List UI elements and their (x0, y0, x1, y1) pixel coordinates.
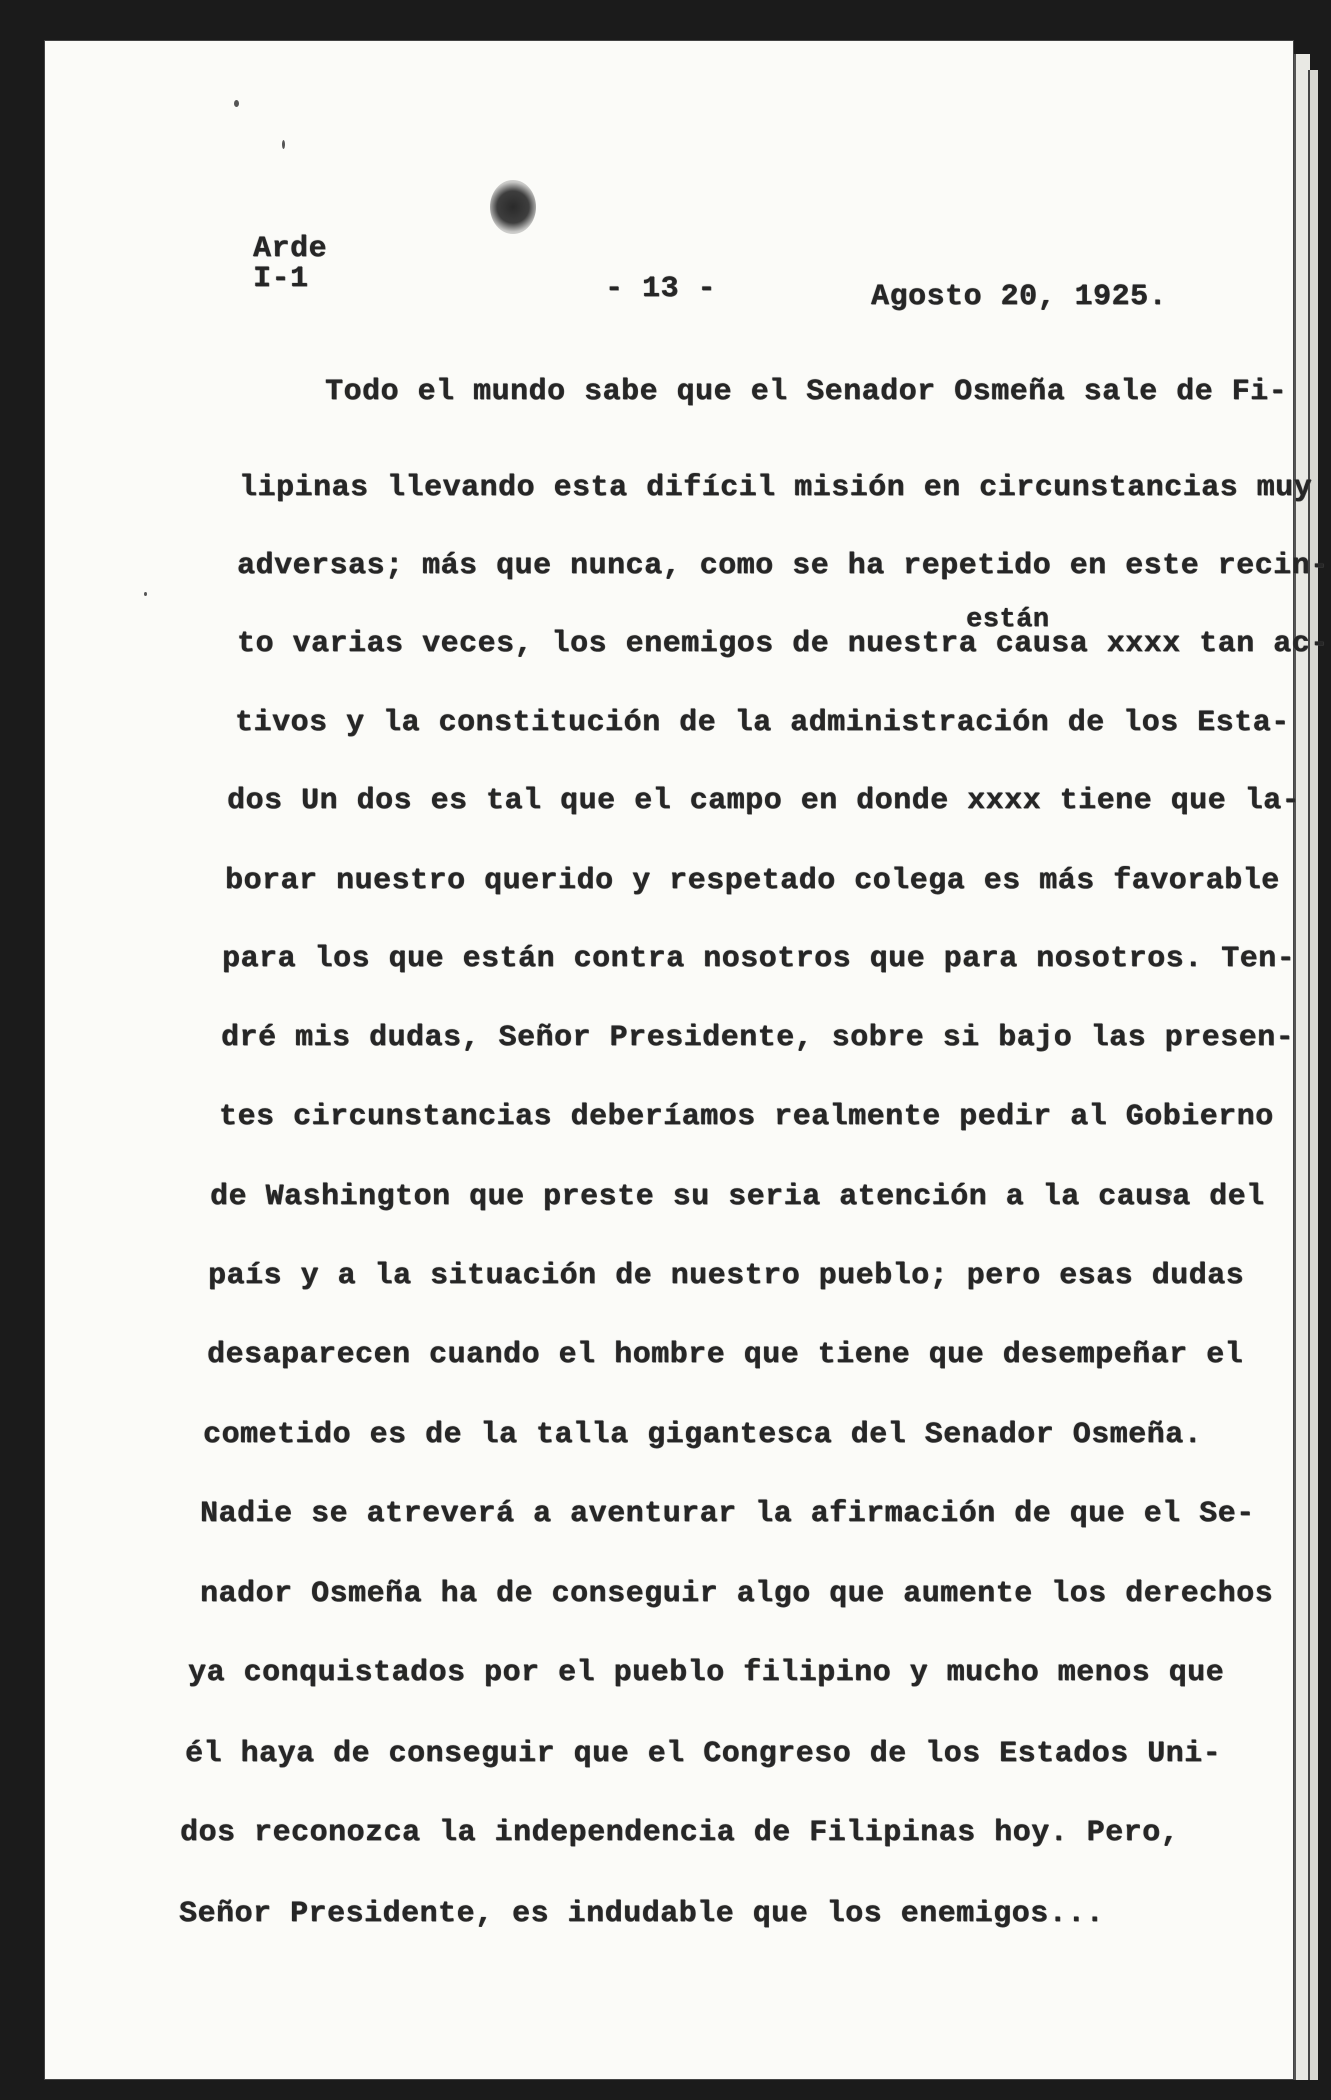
punch-hole-mark (490, 180, 536, 234)
text-line: lipinas llevando esta difícil misión en circunstancias muy (239, 471, 1313, 505)
text-line: ya conquistados por el pueblo filipino y mucho menos que (188, 1656, 1225, 1690)
ink-speck (282, 140, 285, 149)
text-line: tivos y la constitución de la administración de los Esta- (235, 706, 1290, 740)
text-line: para los que están contra nosotros que para nosotros. Ten- (222, 942, 1296, 976)
text-line: Señor Presidente, es indudable que los enemigos... (179, 1897, 1105, 1931)
page-number: - 13 - (605, 272, 717, 306)
text-line: cometido es de la talla gigantesca del Senador Osmeña. (203, 1418, 1203, 1452)
paper-sheet (44, 40, 1294, 2080)
sheet-code: I-1 (253, 262, 309, 296)
text-line: él haya de conseguir que el Congreso de los Estados Uni- (185, 1737, 1222, 1771)
header-left (253, 234, 327, 294)
paper-edge-underlying (1308, 70, 1318, 2080)
speaker-code: Arde (253, 232, 328, 266)
text-line: dos Un dos es tal que el campo en donde xxxx tiene que la- (227, 784, 1301, 818)
interlinear-insert: están (966, 605, 1050, 635)
text-line: adversas; más que nunca, como se ha repetido en este recin- (237, 549, 1329, 583)
text-line: dré mis dudas, Señor Presidente, sobre si bajo las presen- (221, 1021, 1295, 1055)
text-line: nador Osmeña ha de conseguir algo que aumente los derechos (200, 1577, 1274, 1611)
text-line: to varias veces, los enemigos de nuestra causa xxxx tan ac- (237, 627, 1329, 661)
text-line: Nadie se atreverá a aventurar la afirmación de que el Se- (200, 1497, 1255, 1531)
text-line: borar nuestro querido y respetado colega es más favorable (225, 864, 1280, 898)
text-line: país y a la situación de nuestro pueblo; pero esas dudas (208, 1259, 1245, 1293)
text-line: tes circunstancias deberíamos realmente pedir al Gobierno (219, 1100, 1274, 1134)
date-line: Agosto 20, 1925. (871, 280, 1168, 314)
text-line: Todo el mundo sabe que el Senador Osmeña sale de Fi- (325, 375, 1288, 409)
text-line: desaparecen cuando el hombre que tiene que desempeñar el (207, 1338, 1244, 1372)
text-line: dos reconozca la independencia de Filipinas hoy. Pero, (180, 1816, 1180, 1850)
ink-speck (234, 100, 239, 107)
ink-speck (144, 592, 147, 596)
text-line: de Washington que preste su seria atención a la causa del (210, 1180, 1265, 1214)
